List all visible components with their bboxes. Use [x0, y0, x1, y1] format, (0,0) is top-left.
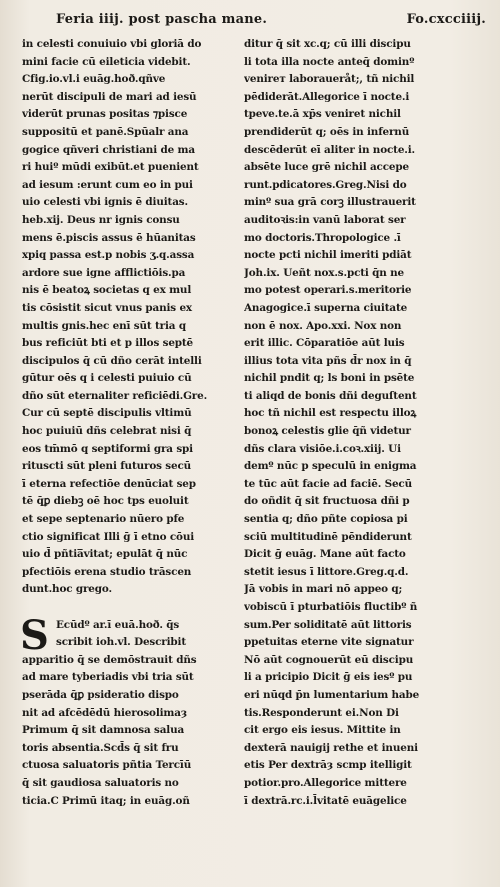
- text-line: dño sūt eternaliter reficiēdi.Gre.: [22, 389, 208, 402]
- text-line: Nō aūt cognouerūt eū discipu: [244, 653, 414, 666]
- text-line: discipulos q̄ cū dño cerāt intelli: [22, 354, 202, 367]
- text-line: nis ē beatoꝝ societas q ex mul: [22, 284, 192, 297]
- text-line: dñs clara visiōe.i.coꝛ.xiij. Ui: [244, 442, 401, 455]
- text-line: Jā vobis in mari nō appeo q;: [244, 583, 403, 596]
- text-line: li a pricipio Dicit ḡ eis iesº pu: [244, 671, 413, 684]
- text-line: ppetuitas eterne vite signatur: [244, 636, 414, 649]
- text-line: prendiderūt q; oēs in infernū: [244, 125, 410, 138]
- text-line: ctuosa saluatoris pñtia Tercīū: [22, 759, 192, 772]
- text-line: etis Per dextrāȝ scmp itelligit: [244, 759, 412, 772]
- text-line: ad mare tyberiadis vbi tria sūt: [22, 671, 194, 684]
- page-header: [56, 10, 486, 32]
- text-line: uio celesti vbi ignis ē diuitas.: [22, 196, 188, 209]
- right-text-column: [244, 36, 466, 810]
- second-paragraph: [20, 611, 230, 811]
- text-line: li tota illa nocte anteq̄ dominº: [244, 55, 415, 68]
- text-line: tis cōsistit sicut vnus panis ex: [22, 301, 192, 314]
- text-line: non ē nox. Apo.xxi. Nox non: [244, 319, 402, 332]
- text-line: Cfig.io.vl.i euāg.hoð.qñve: [22, 73, 166, 86]
- text-line: suppositū et panē.Spūalr ana: [22, 125, 189, 138]
- text-line: ī dextrā.rc.i.l̄vitatē euāgelice: [244, 794, 407, 807]
- text-line: te tūc aūt facie ad faciē. Secū: [244, 477, 413, 490]
- text-line: stetit iesus ī littore.Greg.q.d.: [244, 565, 409, 578]
- text-line: xpiq passa est.p nobis ʒ.q.assa: [22, 249, 195, 262]
- text-line: bonoꝝ celestis glie q̄ñ videtur: [244, 425, 411, 438]
- text-line: ardore sue igne afflictiōis.pa: [22, 266, 186, 279]
- text-line: rituscti sūt pleni futuros secū: [22, 460, 192, 473]
- text-line: do oñdit q̄ sit fructuosa dñi p: [244, 495, 410, 508]
- text-line: toris absentia.Scd̄s q̄ sit fru: [22, 741, 179, 754]
- text-line: tpeve.te.ā xp̄s veniret nichil: [244, 108, 401, 121]
- text-line: in celesti conuiuio vbi gloriā do: [22, 38, 202, 50]
- text-line: sum.Per soliditatē aūt littoris: [244, 618, 412, 631]
- text-line: ditur q̄ sit xc.q; cū illi discipu: [244, 38, 411, 50]
- text-line: ī eterna refectiōe denūciat sep: [22, 477, 196, 490]
- text-line: minº sua grā corꝫ illustrauerit: [244, 196, 416, 209]
- folio-number: Fo.cxcciiij.: [406, 12, 486, 27]
- text-line: pēdiderāt.Allegorice ī nocte.i: [244, 90, 410, 103]
- text-line: absēte luce grē nichil accepe: [244, 161, 409, 174]
- running-title: Feria iiij. post pascha mane.: [56, 12, 268, 27]
- text-line: nocte pcti nichil imeriti pdiāt: [244, 249, 412, 262]
- text-line: mens ē.piscis assus ē hūanitas: [22, 231, 196, 244]
- text-line: eri nūqd p̄n lumentarium habe: [244, 688, 420, 701]
- text-line: sentia q; dño pñte copiosa pi: [244, 513, 408, 526]
- text-line: multis gnis.hec enī sūt tria q: [22, 319, 186, 332]
- text-line: Joh.ix. Ueñt nox.s.pcti q̄n ne: [244, 266, 405, 279]
- text-line: heb.xij. Deus nr ignis consu: [22, 213, 180, 226]
- text-line: descēderūt eī aliter in nocte.i.: [244, 143, 416, 156]
- text-line: illius tota vita pñs d̄r nox in q̄: [244, 354, 412, 367]
- text-line: dunt.hoc grego.: [22, 583, 112, 596]
- text-line: Primum q̄ sit damnosa salua: [22, 724, 185, 737]
- text-line: demº nūc p speculū in enigma: [244, 460, 417, 473]
- text-line: nit ad afcēdēdū hierosolimaȝ: [22, 706, 188, 719]
- paragraph-gap: [22, 599, 230, 617]
- text-line: scribit ioh.vl. Describit: [56, 636, 186, 649]
- text-line: tis.Responderunt ei.Non Di: [244, 706, 399, 719]
- text-line: Cur cū septē discipulis vltimū: [22, 407, 192, 420]
- text-line: dexterā nauigij rethe et inueni: [244, 741, 418, 754]
- text-line: ti aliqd de bonis dñi deguſtent: [244, 389, 417, 402]
- text-line: potior.pro.Allegorice mittere: [244, 776, 407, 789]
- text-line: cit ergo eis iesus. Mittite in: [244, 724, 401, 737]
- text-line: uio d̄ pñtia̅vitat; epulāt q̄ nūc: [22, 548, 188, 561]
- text-line: ad iesum :erunt cum eo in pui: [22, 178, 193, 191]
- text-line: Dicit ḡ euāg. Mane aūt facto: [244, 548, 406, 561]
- text-line: venirет laboraueråt;, tñ nichil: [244, 73, 415, 86]
- text-line: erit illic. Cōparatiōe aūt luis: [244, 337, 405, 350]
- text-line: tē q̄ꝑ diebꝫ oē hoc tps euoluit: [22, 495, 189, 508]
- text-line: bus reficiūt bti et p illos septē: [22, 337, 194, 350]
- text-line: vobiscū ī pturbatiōis fluctibº ñ: [244, 601, 418, 613]
- text-line: apparitio q̄ se demōstrauit dñs: [22, 653, 197, 666]
- text-line: runt.pdicatores.Greg.Nisi do: [244, 178, 407, 191]
- decorated-initial: S: [20, 611, 49, 659]
- text-line: Ecūdº ar.ī euā.hoð. q̄s: [56, 618, 180, 631]
- text-line: et sepe septenario nūero pfe: [22, 513, 185, 526]
- left-text-column: [22, 36, 230, 810]
- text-line: viderūt prunas positas ⁊pisce: [22, 108, 188, 121]
- text-line: ri huiº mūdi exibūt.et puenient: [22, 161, 199, 174]
- text-line: auditoꝛis:in vanū laborat ser: [244, 213, 406, 226]
- text-line: gogice qñveri christiani de ma: [22, 143, 195, 156]
- text-line: mo doctoris.Thropologice .ī: [244, 231, 401, 244]
- text-line: hoc puiuiū dñs celebrat nisi q̄: [22, 425, 192, 438]
- text-line: eos tm̄mō q septiformi gra spi: [22, 442, 193, 455]
- text-line: sciū multitudinē pēndiderunt: [244, 530, 412, 543]
- text-line: pserāda q̄ꝑ psideratio dispo: [22, 688, 179, 701]
- text-line: nerūt discipuli de mari ad iesū: [22, 90, 197, 103]
- text-line: pfectiōis erena studio trāscen: [22, 565, 192, 578]
- text-line: ticia.C Primū itaq; in euāg.oñ: [22, 794, 190, 807]
- text-line: nichil pndit q; ls boni in psēte: [244, 372, 415, 385]
- text-line: q̄ sit gaudiosa saluatoris no: [22, 776, 179, 789]
- text-line: ctio significat Illi ḡ ī etno cōui: [22, 530, 195, 543]
- text-line: mo potest operari.s.meritorie: [244, 284, 412, 297]
- text-line: Anagogice.ī superna ciuitate: [244, 301, 408, 314]
- text-line: gūtur oēs q i celesti puiuio cū: [22, 372, 192, 385]
- text-line: hoc tñ nichil est respectu illoꝝ: [244, 407, 417, 420]
- text-line: mini facie cū eileticia videbit.: [22, 55, 191, 68]
